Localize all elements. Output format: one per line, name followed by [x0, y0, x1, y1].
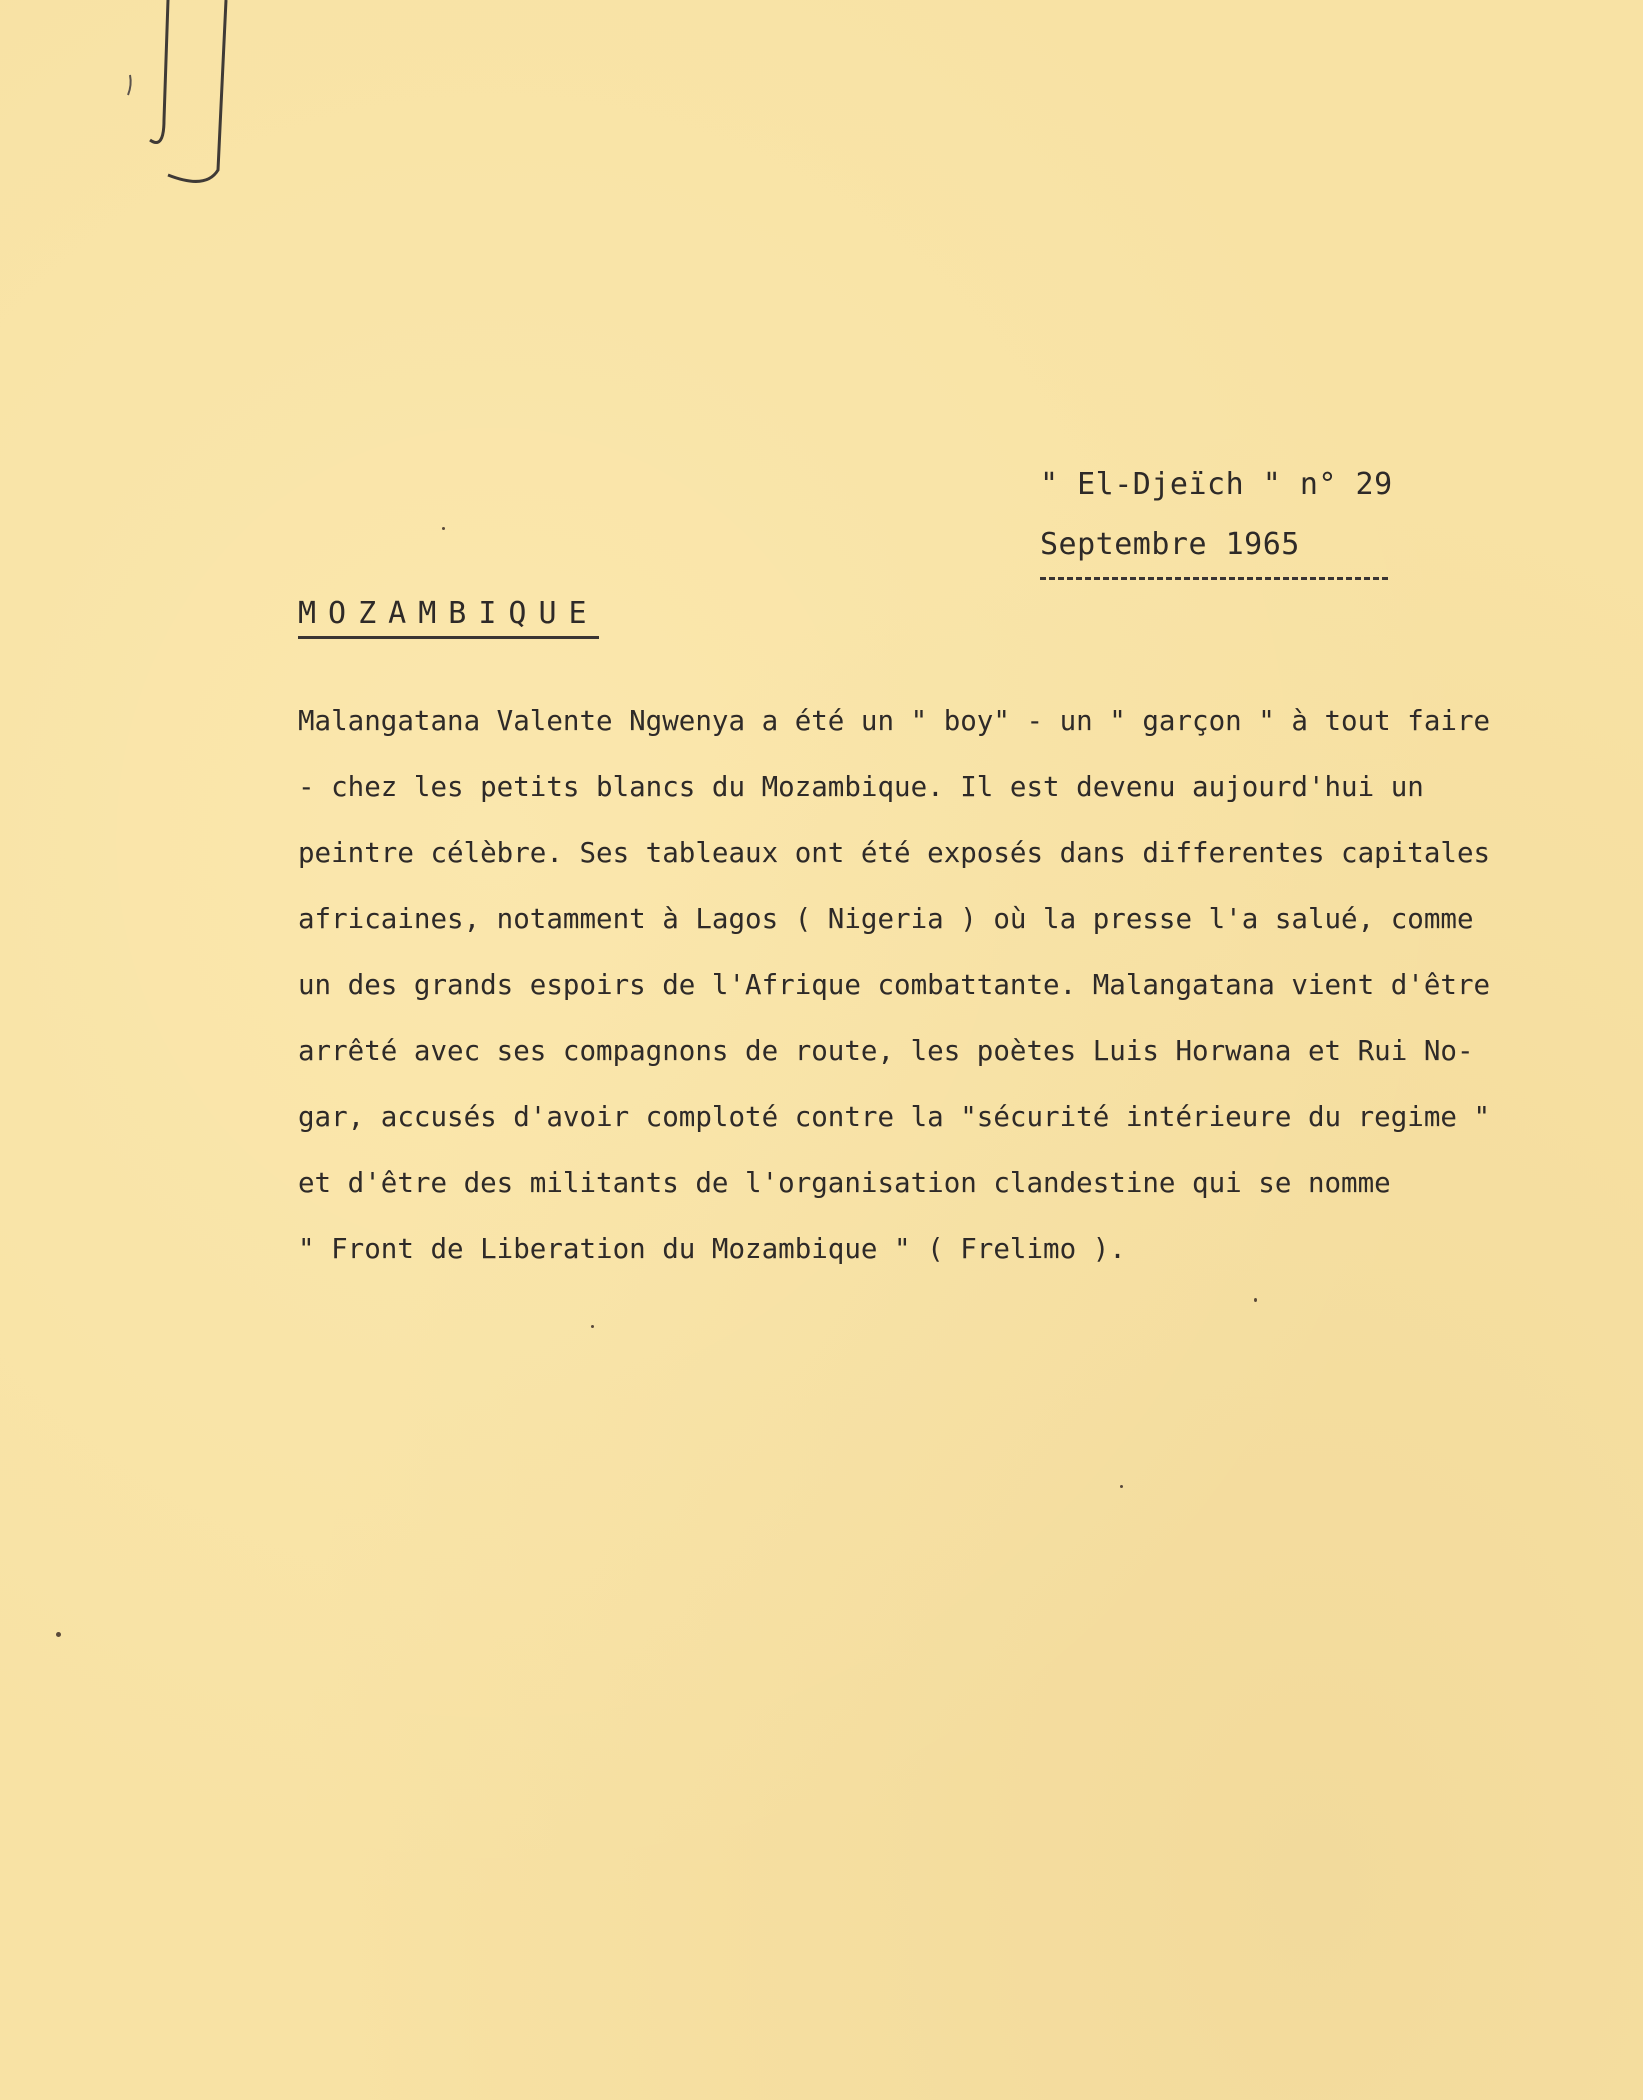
- body-line: un des grands espoirs de l'Afrique combattante. Malangatana vient d'être: [298, 969, 1491, 1001]
- paper-speck: [1254, 1298, 1257, 1302]
- paper-clip-mark: [110, 0, 240, 200]
- paper-speck: [56, 1632, 61, 1637]
- body-line: et d'être des militants de l'organisation clandestine qui se nomme: [298, 1167, 1391, 1199]
- issue-label: " El-Djeïch " n° 29: [1040, 467, 1393, 502]
- body-line: - chez les petits blancs du Mozambique. Il est devenu aujourd'hui un: [298, 771, 1424, 803]
- paper-speck: [1120, 1485, 1123, 1488]
- body-line: Malangatana Valente Ngwenya a été un " boy" - un " garçon " à tout faire: [298, 705, 1491, 737]
- date-label: Septembre 1965: [1040, 515, 1388, 580]
- body-line: gar, accusés d'avoir comploté contre la "sécurité intérieure du regime ": [298, 1101, 1491, 1133]
- body-line: peintre célèbre. Ses tableaux ont été exposés dans differentes capitales: [298, 837, 1491, 869]
- document-title: MOZAMBIQUE: [298, 594, 599, 639]
- body-line: africaines, notamment à Lagos ( Nigeria ) où la presse l'a salué, comme: [298, 903, 1474, 935]
- paper-speck: [591, 1325, 594, 1328]
- document-header: [1040, 455, 1393, 580]
- body-text: [298, 688, 1638, 1282]
- body-line: " Front de Liberation du Mozambique " ( Frelimo ).: [298, 1233, 1126, 1265]
- body-line: arrêté avec ses compagnons de route, les poètes Luis Horwana et Rui No-: [298, 1035, 1474, 1067]
- paper-speck: [442, 527, 445, 530]
